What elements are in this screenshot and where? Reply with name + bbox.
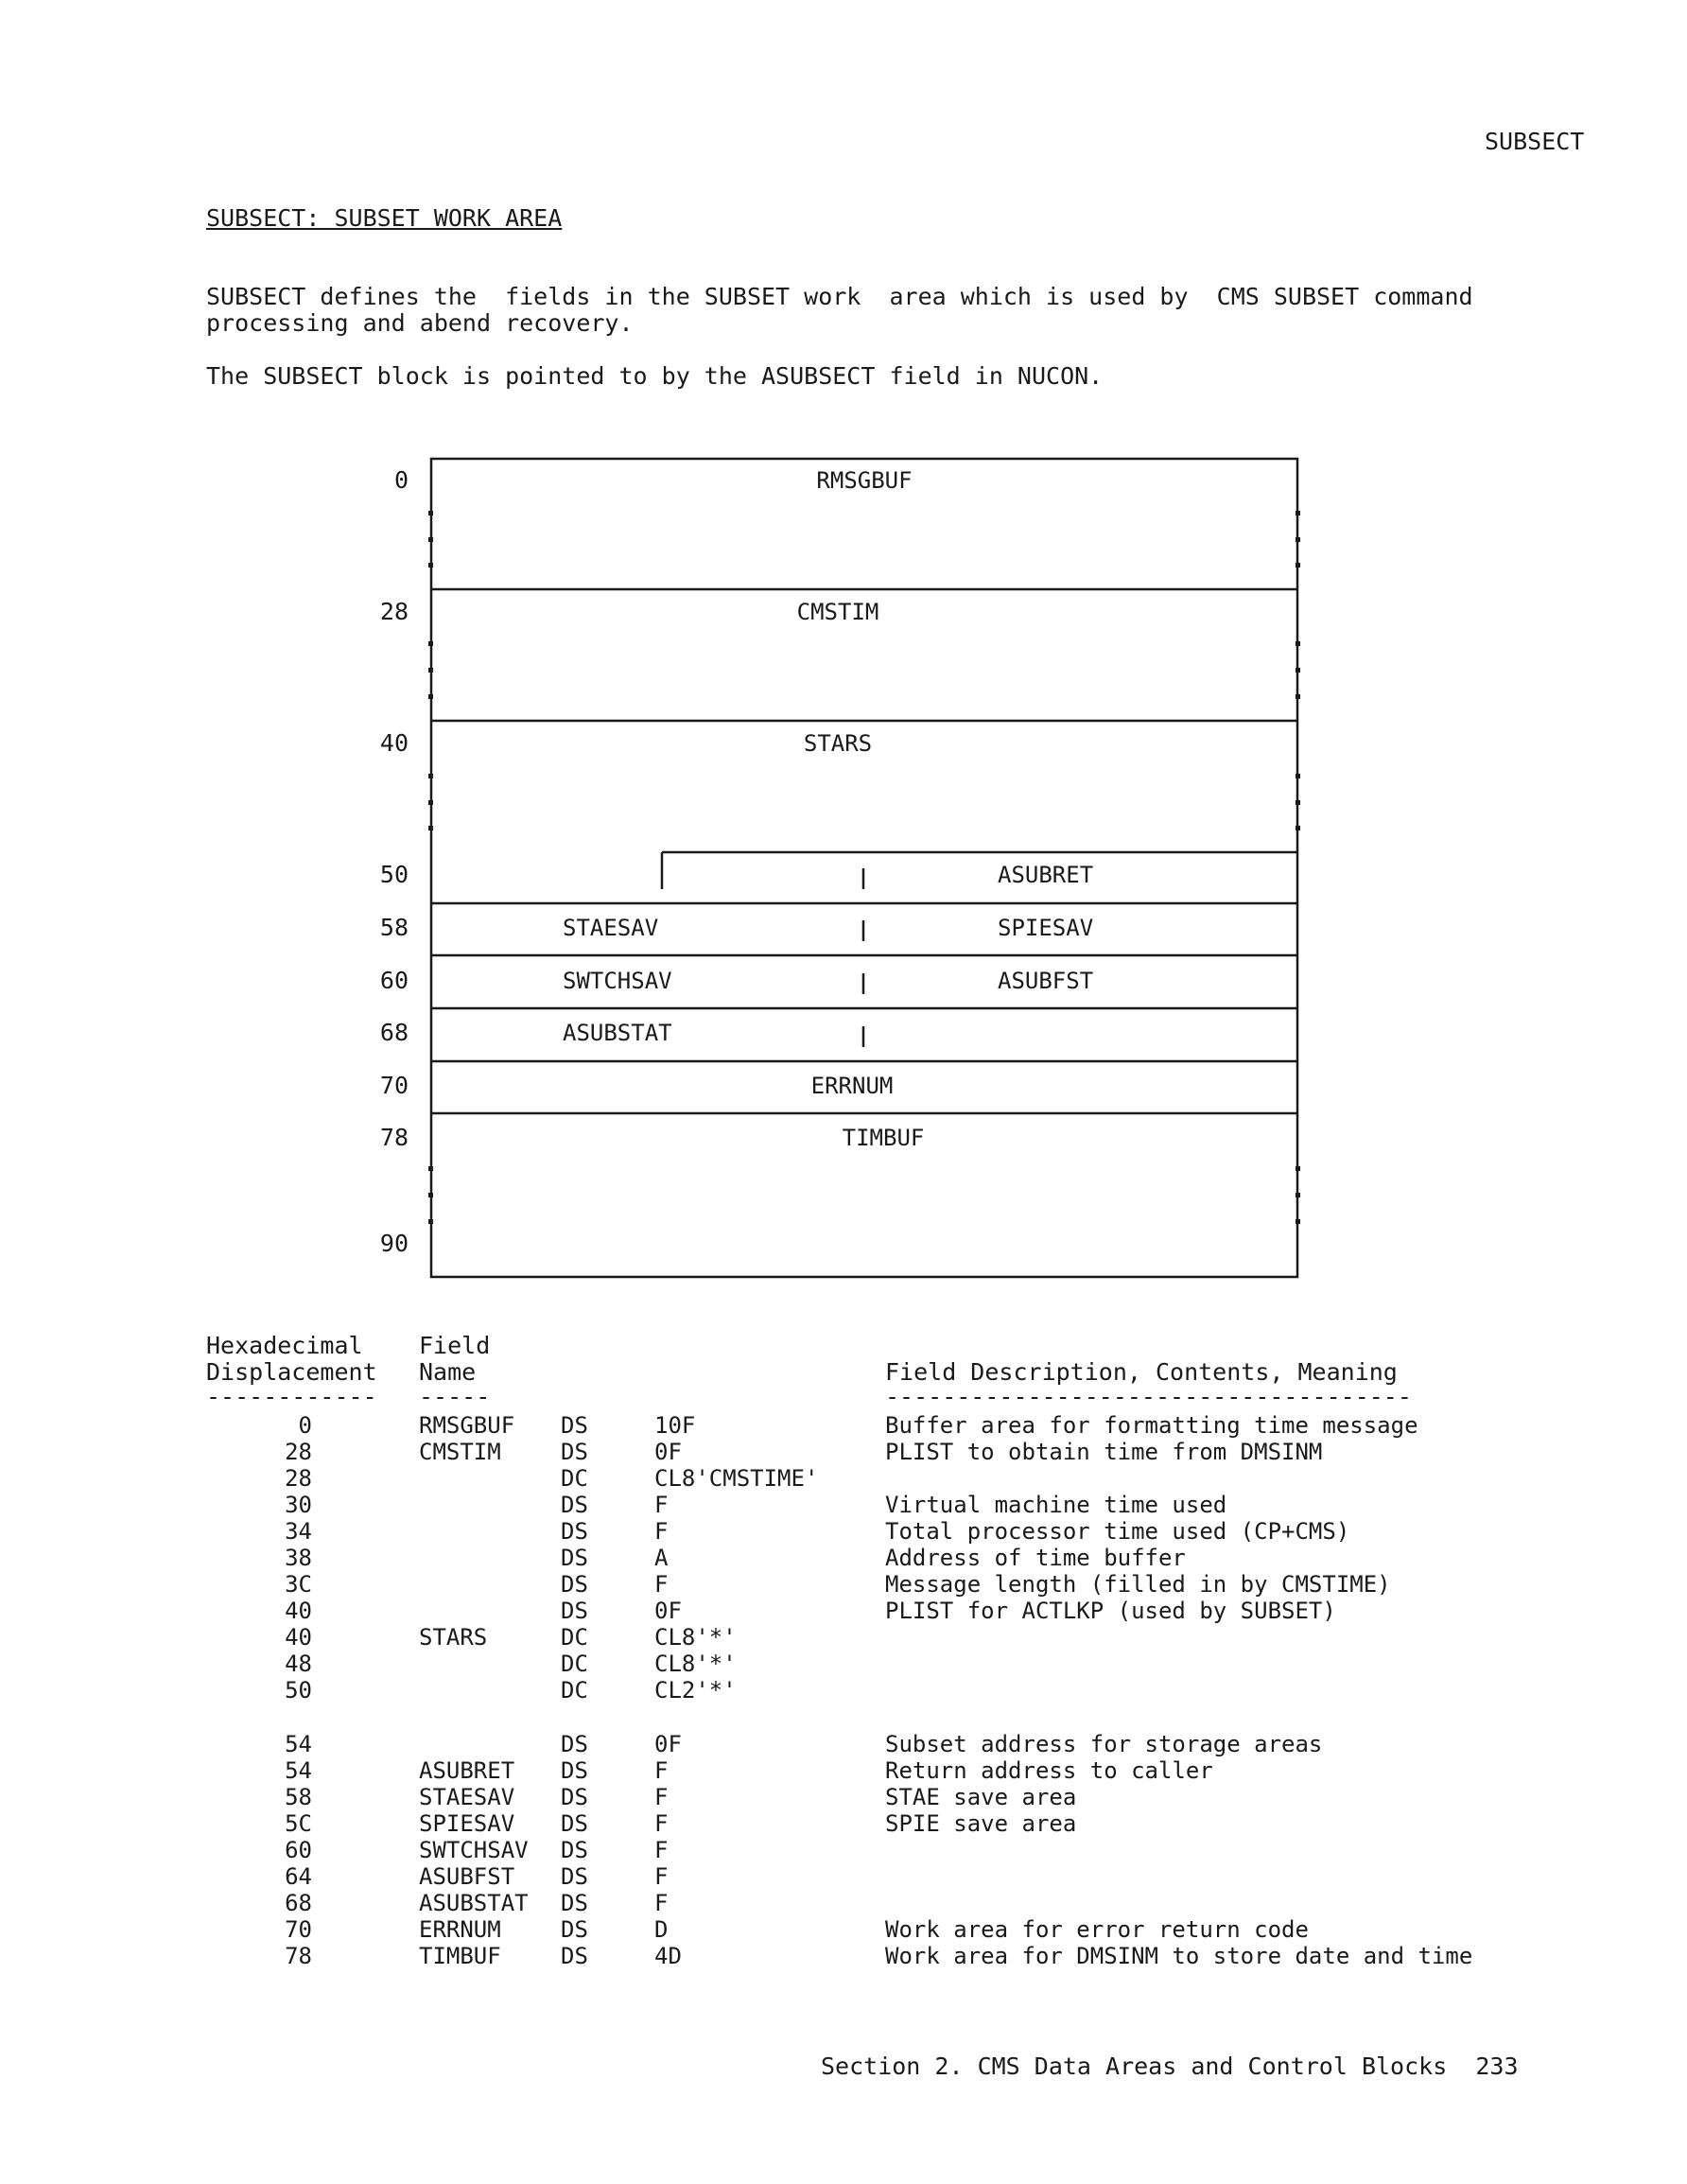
header-rule-desc: ------------------------------------- <box>885 1383 1412 1410</box>
field-staesav: STAESAV <box>563 915 659 941</box>
table-row <box>0 1943 1687 1969</box>
desc-cell: Message length (filled in by CMSTIME) <box>885 1571 1391 1598</box>
table-row <box>0 1784 1687 1810</box>
operand-cell: CL8'*' <box>654 1624 737 1651</box>
offset-label: 40 <box>379 729 409 757</box>
offset-label: 28 <box>379 598 409 625</box>
field-asubret: ASUBRET <box>998 862 1094 888</box>
op-cell: DS <box>561 1545 588 1571</box>
desc-cell: Work area for DMSINM to store date and time <box>885 1943 1473 1969</box>
offset-label: 90 <box>379 1230 409 1257</box>
offset-label: 68 <box>379 1019 409 1046</box>
operand-cell: F <box>654 1571 669 1598</box>
hex-cell: 64 <box>285 1863 312 1890</box>
name-cell: STAESAV <box>419 1784 515 1810</box>
name-cell: ASUBFST <box>419 1863 515 1890</box>
header-name-line1: Field <box>419 1332 491 1359</box>
hex-cell: 50 <box>285 1677 312 1704</box>
op-cell: DS <box>561 1412 588 1439</box>
op-cell: DS <box>561 1518 588 1545</box>
hex-cell: 0 <box>298 1412 312 1439</box>
desc-cell: Subset address for storage areas <box>885 1731 1323 1757</box>
field-rmsgbuf: RMSGBUF <box>816 467 913 494</box>
hex-cell: 3C <box>285 1571 312 1598</box>
hex-cell: 48 <box>285 1651 312 1677</box>
diagram-outline <box>431 459 1297 1277</box>
hex-cell: 54 <box>285 1731 312 1757</box>
table-row <box>0 1916 1687 1943</box>
intro-line-1: SUBSECT defines the fields in the SUBSET work area which is used by CMS SUBSET command <box>206 283 1473 310</box>
hex-cell: 70 <box>285 1916 312 1943</box>
operand-cell: 0F <box>654 1731 682 1757</box>
operand-cell: CL8'*' <box>654 1651 737 1677</box>
desc-cell: Virtual machine time used <box>885 1492 1227 1518</box>
desc-cell: PLIST to obtain time from DMSINM <box>885 1439 1323 1465</box>
operand-cell: F <box>654 1518 669 1545</box>
operand-cell: 10F <box>654 1412 696 1439</box>
table-row <box>0 1439 1687 1465</box>
desc-cell: SPIE save area <box>885 1810 1077 1837</box>
op-cell: DS <box>561 1492 588 1518</box>
field-timbuf: TIMBUF <box>842 1125 925 1151</box>
operand-cell: D <box>654 1916 669 1943</box>
table-row <box>0 1624 1687 1651</box>
op-cell: DC <box>561 1677 588 1704</box>
operand-cell: F <box>654 1810 669 1837</box>
table-row <box>0 1465 1687 1492</box>
name-cell: SPIESAV <box>419 1810 515 1837</box>
desc-cell: Total processor time used (CP+CMS) <box>885 1518 1350 1545</box>
header-rule-name: ----- <box>419 1383 491 1410</box>
field-errnum: ERRNUM <box>810 1073 894 1099</box>
op-cell: DS <box>561 1731 588 1757</box>
field-spiesav: SPIESAV <box>998 915 1094 941</box>
desc-cell: STAE save area <box>885 1784 1077 1810</box>
table-row <box>0 1412 1687 1439</box>
desc-cell: PLIST for ACTLKP (used by SUBSET) <box>885 1598 1336 1624</box>
operand-cell: 0F <box>654 1439 682 1465</box>
hex-cell: 34 <box>285 1518 312 1545</box>
table-row <box>0 1518 1687 1545</box>
op-cell: DS <box>561 1757 588 1784</box>
field-stars: STARS <box>803 730 873 757</box>
operand-cell: F <box>654 1837 669 1863</box>
field-asubstat: ASUBSTAT <box>563 1020 672 1046</box>
header-hex-line2: Displacement <box>206 1358 377 1386</box>
table-row <box>0 1651 1687 1677</box>
hex-cell: 40 <box>285 1624 312 1651</box>
name-cell: ASUBSTAT <box>419 1890 529 1916</box>
hex-cell: 60 <box>285 1837 312 1863</box>
operand-cell: F <box>654 1784 669 1810</box>
op-cell: DS <box>561 1598 588 1624</box>
offset-label: 70 <box>379 1072 409 1099</box>
operand-cell: 4D <box>654 1943 682 1969</box>
offset-label: 60 <box>379 967 409 994</box>
op-cell: DS <box>561 1784 588 1810</box>
op-cell: DS <box>561 1943 588 1969</box>
desc-cell: Address of time buffer <box>885 1545 1186 1571</box>
op-cell: DC <box>561 1465 588 1492</box>
op-cell: DS <box>561 1439 588 1465</box>
offset-label: 58 <box>379 914 409 941</box>
offset-label: 0 <box>393 466 409 494</box>
header-hex-line1: Hexadecimal <box>206 1332 363 1359</box>
field-cmstim: CMSTIM <box>796 599 879 625</box>
op-cell: DS <box>561 1810 588 1837</box>
table-row <box>0 1890 1687 1916</box>
op-cell: DS <box>561 1571 588 1598</box>
op-cell: DS <box>561 1837 588 1863</box>
hex-cell: 28 <box>285 1465 312 1492</box>
hex-cell: 78 <box>285 1943 312 1969</box>
page-title: SUBSECT: SUBSET WORK AREA <box>206 204 563 232</box>
operand-cell: F <box>654 1863 669 1890</box>
desc-cell: Buffer area for formatting time message <box>885 1412 1418 1439</box>
operand-cell: 0F <box>654 1598 682 1624</box>
name-cell: ASUBRET <box>419 1757 515 1784</box>
table-row <box>0 1810 1687 1837</box>
hex-cell: 68 <box>285 1890 312 1916</box>
intro-pointer-line: The SUBSECT block is pointed to by the ASUBSECT field in NUCON. <box>206 362 1104 390</box>
running-head: SUBSECT <box>1485 128 1585 155</box>
hex-cell: 58 <box>285 1784 312 1810</box>
table-row <box>0 1863 1687 1890</box>
hex-cell: 5C <box>285 1810 312 1837</box>
table-row <box>0 1545 1687 1571</box>
op-cell: DC <box>561 1651 588 1677</box>
operand-cell: CL8'CMSTIME' <box>654 1465 819 1492</box>
name-cell: STARS <box>419 1624 488 1651</box>
op-cell: DS <box>561 1916 588 1943</box>
table-row <box>0 1837 1687 1863</box>
operand-cell: CL2'*' <box>654 1677 737 1704</box>
operand-cell: F <box>654 1890 669 1916</box>
name-cell: TIMBUF <box>419 1943 501 1969</box>
hex-cell: 28 <box>285 1439 312 1465</box>
operand-cell: F <box>654 1492 669 1518</box>
intro-line-2: processing and abend recovery. <box>206 309 634 337</box>
page-footer: Section 2. CMS Data Areas and Control Blocks 233 <box>821 2053 1519 2080</box>
table-row <box>0 1757 1687 1784</box>
op-cell: DS <box>561 1863 588 1890</box>
operand-cell: A <box>654 1545 669 1571</box>
hex-cell: 30 <box>285 1492 312 1518</box>
op-cell: DS <box>561 1890 588 1916</box>
field-asubfst: ASUBFST <box>998 968 1094 994</box>
name-cell: RMSGBUF <box>419 1412 515 1439</box>
header-rule-hex: ------------ <box>206 1383 377 1410</box>
offset-label: 78 <box>379 1124 409 1151</box>
operand-cell: F <box>654 1757 669 1784</box>
offset-label: 50 <box>379 861 409 888</box>
field-swtchsav: SWTCHSAV <box>563 968 672 994</box>
name-cell: CMSTIM <box>419 1439 501 1465</box>
name-cell: ERRNUM <box>419 1916 501 1943</box>
table-row <box>0 1598 1687 1624</box>
table-row <box>0 1571 1687 1598</box>
table-row <box>0 1677 1687 1704</box>
hex-cell: 40 <box>285 1598 312 1624</box>
hex-cell: 38 <box>285 1545 312 1571</box>
desc-cell: Work area for error return code <box>885 1916 1309 1943</box>
hex-cell: 54 <box>285 1757 312 1784</box>
header-description: Field Description, Contents, Meaning <box>885 1358 1398 1386</box>
table-row <box>0 1731 1687 1757</box>
header-name-line2: Name <box>419 1358 477 1386</box>
op-cell: DC <box>561 1624 588 1651</box>
name-cell: SWTCHSAV <box>419 1837 529 1863</box>
table-row <box>0 1492 1687 1518</box>
desc-cell: Return address to caller <box>885 1757 1213 1784</box>
